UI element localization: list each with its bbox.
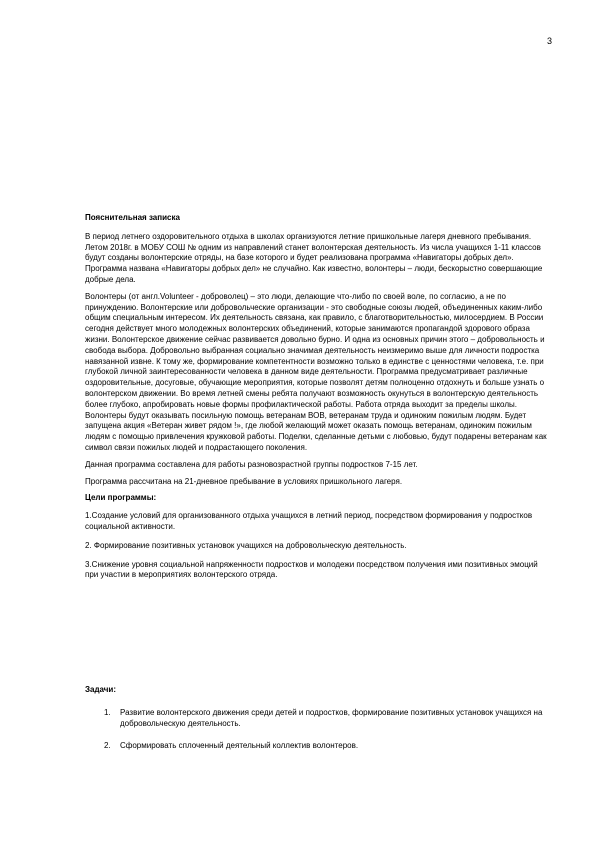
tasks-heading: Задачи: — [85, 685, 117, 694]
goal-item: 1.Создание условий для организованного отдыха учащихся в летний период, посредством формирования у подростков социальной активности. — [85, 511, 533, 531]
task-text: Сформировать сплоченный деятельный коллектив волонтеров. — [120, 741, 359, 751]
intro-paragraph: В период летнего оздоровительного отдыха в школах организуются летние пришкольные лагеря дневного пребывания. Летом 2018г. в МОБУ СОШ № одним из направлений станет волонтерская деятельность. Из числа учащихся 1-11 классов будут созданы волонтерские отряды, на базе которого и будет реализована программа «Навигаторы добрых дел». Программа названа «Навигаторы добрых дел» не случайно. Как известно, волонтеры – люди, бескорыстно совершающие добрые дела. — [85, 231, 543, 284]
tasks-list — [85, 708, 553, 752]
task-number: 1. — [104, 707, 111, 717]
page-number: 3 — [546, 36, 552, 46]
age-group-paragraph: Данная программа составлена для работы разновозрастной группы подростков 7-15 лет. — [85, 459, 418, 469]
task-item — [85, 741, 553, 752]
document-body — [85, 213, 553, 587]
task-text: Развитие волонтерского движения среди детей и подростков, формирование позитивных установок учащихся на добровольческую деятельность. — [120, 707, 543, 728]
goals-heading: Цели программы: — [85, 493, 157, 503]
task-number: 2. — [104, 741, 111, 751]
goal-item: 2. Формирование позитивных установок учащихся на добровольческую деятельность. — [85, 540, 407, 550]
goal-item: 3.Снижение уровня социальной напряженности подростков и молодежи посредством получения ими позитивных эмоций при участии в мероприятиях волонтерского отряда. — [85, 559, 538, 580]
section-heading: Пояснительная записка — [85, 213, 180, 222]
duration-paragraph: Программа рассчитана на 21-дневное пребывание в условиях пришкольного лагеря. — [85, 476, 403, 486]
task-item — [85, 708, 553, 730]
volunteers-paragraph: Волонтеры (от англ.Volunteer - доброволец) – это люди, делающие что-либо по своей воле, по согласию, а не по принуждению. Волонтерские или добровольческие организации - это свободные союзы людей, объединенных каким-либо общим специальным интересом. Их деятельность связана, как правило, с благотворительностью, милосердием. В России сегодня действует много молодежных волонтерских объединений, которые занимаются пропагандой здорового образа жизни. Волонтерское движение сейчас развивается довольно бурно. И одна из основных причин этого – добровольность и свобода выбора. Добровольно выбранная социально значимая деятельность неизмеримо выше для личности подростка навязанной извне. К тому же, формирование компетентности возможно только в единстве с ценностями человека, т.е. при глубокой личной заинтересованности человека в данном виде деятельности. Программа предусматривает различные оздоровительные, досуговые, обучающие мероприятия, которые позволят детям полноценно отдохнуть и больше узнать о волонтерском движении. Во время летней смены ребята получают возможность окунуться в волонтерскую деятельность более глубоко, апробировать новые формы профилактической работы. Работа отряда выходит за пределы школы. Волонтеры будут оказывать посильную помощь ветеранам ВОВ, ветеранам труда и одиноким пожилым людям. Будет запущена акция «Ветеран живет рядом !», где любой желающий может оказать помощь ветеранам, одиноким пожилым людям с помощью привлечения кружковой работы. Поделки, сделанные детьми с любовью, будут подарены ветеранам как символ связи пожилых людей и подрастающего поколения. — [85, 291, 547, 452]
tasks-section — [85, 685, 553, 764]
